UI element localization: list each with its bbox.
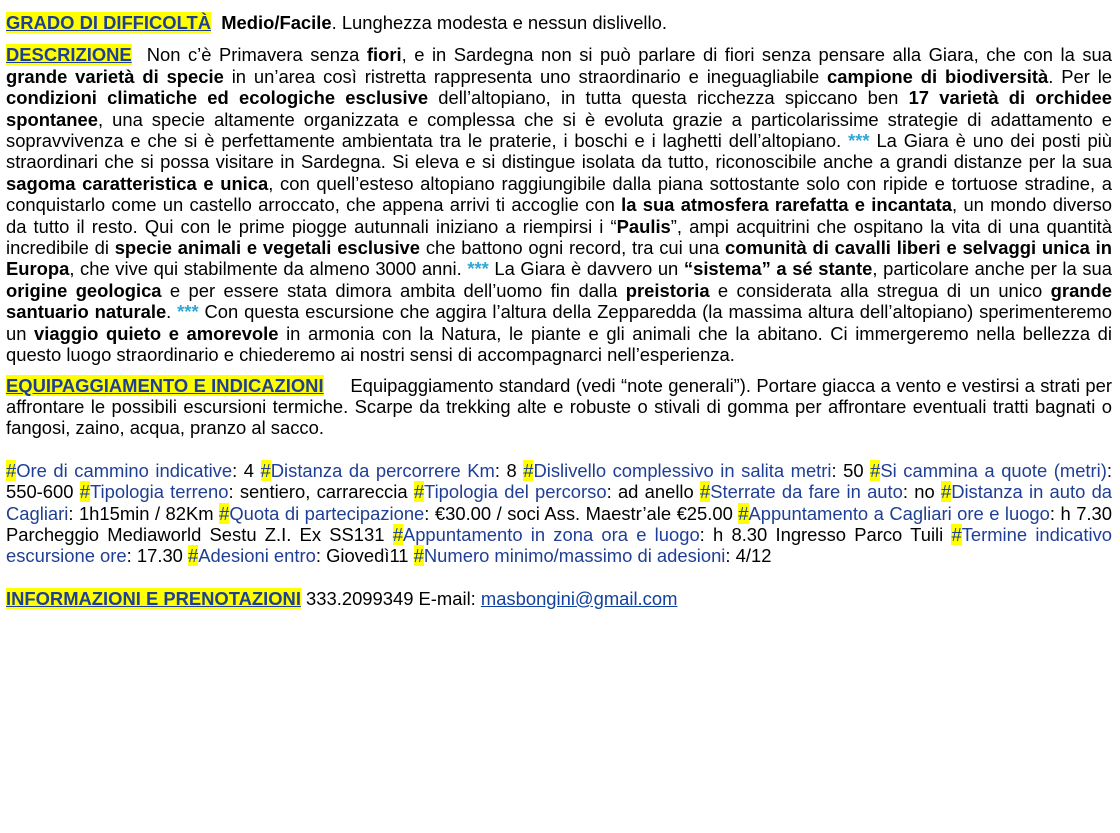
desc-bold: Paulis xyxy=(616,215,671,237)
info-item: #Si cammina a quote (metri): 550-600 xyxy=(6,459,1112,503)
contatti-paragraph xyxy=(6,588,1112,609)
info-label: Sterrate da fare in auto xyxy=(710,481,903,503)
desc-text: La Giara è davvero un xyxy=(488,258,684,280)
info-label: Distanza da percorrere Km xyxy=(270,459,495,481)
grado-label: GRADO DI DIFFICOLTÀ xyxy=(6,12,211,33)
hash-marker: # xyxy=(940,481,952,503)
desc-bold: grande varietà di specie xyxy=(6,65,224,87)
desc-bold: origine geologica xyxy=(6,279,162,301)
info-item: #Distanza da percorrere Km: 8 xyxy=(260,459,524,481)
equipaggiamento-label: EQUIPAGGIAMENTO E INDICAZIONI xyxy=(6,374,324,396)
info-item: #Quota di partecipazione: €30.00 / soci Ass. Maestr’ale €25.00 xyxy=(219,502,739,524)
info-value: h 7.30 Parcheggio Mediaworld Sestu Z.I. Ex SS131 xyxy=(6,502,1112,545)
hash-marker: # xyxy=(392,523,403,545)
hash-marker: # xyxy=(6,459,17,481)
desc-bold: la sua atmosfera rarefatta e incantata xyxy=(621,194,953,216)
desc-bold: grande santuario naturale xyxy=(6,279,1112,323)
desc-text: . Per le xyxy=(1048,65,1113,87)
desc-text: dell’altopiano, in tutta questa ricchezza spiccano ben xyxy=(428,87,909,109)
contatti-label: INFORMAZIONI E PRENOTAZIONI xyxy=(6,587,301,609)
hash-marker: # xyxy=(413,545,424,567)
info-label: Ore di cammino indicative xyxy=(16,459,233,481)
desc-text: che battono ogni record, tra cui una xyxy=(420,237,726,259)
info-item: #Sterrate da fare in auto: no xyxy=(699,481,941,503)
info-item: #Appuntamento in zona ora e luogo: h 8.30 Ingresso Parco Tuili xyxy=(392,523,952,545)
info-label: Adesioni entro xyxy=(198,545,316,567)
hash-marker: # xyxy=(79,481,90,503)
info-value: 8 xyxy=(499,459,524,481)
grado-value: Medio/Facile xyxy=(221,12,332,33)
email-link[interactable]: masbongini@gmail.com xyxy=(480,587,678,609)
info-item: #Numero minimo/massimo di adesioni: 4/12 xyxy=(413,545,772,567)
hash-marker: # xyxy=(219,502,230,524)
info-item: #Adesioni entro: Giovedì11 xyxy=(188,545,414,567)
hash-marker: # xyxy=(413,481,425,503)
info-item: #Dislivello complessivo in salita metri: 50 xyxy=(523,459,871,481)
section-separator: *** xyxy=(177,301,199,323)
desc-bold: “sistema” a sé stante xyxy=(683,258,873,280)
info-label: Termine indicativo escursione ore xyxy=(6,523,1112,567)
desc-text: in armonia con la Natura, le piante e gli animali che la abitano. Ci immergeremo nella bellezza di questo luogo straordinario e chiederemo ai nostri sensi di accompagnarci nell’esperienza. xyxy=(6,322,1112,366)
equipaggiamento-text: Equipaggiamento standard (vedi “note generali”). Portare giacca a vento e vestirsi a strati per affrontare le possibili escursioni termiche. Scarpe da trekking alte e robuste o stivali di gomma per affrontare eventuali tratti bagnati o fangosi, zaino, acqua, pranzo al sacco. xyxy=(6,374,1112,439)
desc-text: in un’area così ristretta rappresenta uno straordinario e ineguagliabile xyxy=(223,65,828,87)
hash-marker: # xyxy=(951,523,962,545)
info-item: #Distanza in auto da Cagliari: 1h15min / 82Km xyxy=(6,481,1113,524)
info-value: no xyxy=(908,481,941,503)
desc-bold: campione di biodiversità xyxy=(827,65,1049,87)
info-label: Quota di partecipazione xyxy=(229,502,425,524)
hash-marker: # xyxy=(870,459,881,481)
desc-text: , una specie altamente organizzata e complessa che si è evoluta grazie a particolarissime strategie di adattamento e sopravvivenza e che si è perfettamente ambientata tra le praterie, i boschi e i laghetti dell’altopiano. xyxy=(6,108,1112,152)
info-label: Appuntamento a Cagliari ore e luogo xyxy=(748,502,1050,524)
desc-text: e per essere stata dimora ambita dell’uomo fin dalla xyxy=(161,279,626,301)
section-separator: *** xyxy=(848,130,870,152)
info-value: h 8.30 Ingresso Parco Tuili xyxy=(704,523,952,545)
info-value: Giovedì11 xyxy=(320,545,414,567)
desc-text: , e in Sardegna non si può parlare di fiori senza pensare alla Giara, che con la sua xyxy=(401,44,1112,66)
desc-text: Con questa escursione che aggira l’altura della Zepparedda (la massima altura dell’altopiano) sperimenteremo un xyxy=(6,301,1112,344)
info-value: €30.00 / soci Ass. Maestr’ale €25.00 xyxy=(429,502,739,524)
desc-text: , particolare anche per la sua xyxy=(872,258,1112,280)
grado-text: . Lunghezza modesta e nessun dislivello. xyxy=(331,12,667,33)
info-label: Distanza in auto da Cagliari xyxy=(6,481,1113,524)
info-item: #Ore di cammino indicative: 4 xyxy=(6,459,261,481)
info-label: Tipologia del percorso xyxy=(424,481,607,503)
desc-text: , un mondo diverso da tutto il resto. Qui con le prime piogge autunnali iniziano a riempirsi i “ xyxy=(6,194,1112,237)
info-value: 17.30 xyxy=(131,545,189,567)
equipaggiamento-paragraph xyxy=(6,375,1112,439)
desc-bold: condizioni climatiche ed ecologiche esclusive xyxy=(6,87,429,109)
info-value: 4/12 xyxy=(730,545,772,567)
desc-text: La Giara è uno dei posti più straordinari che si possa visitare in Sardegna. Si eleva e si distingue isolata da tutto, riconoscibile anche a grandi distanze per la sua xyxy=(6,130,1112,173)
desc-bold: preistoria xyxy=(625,279,710,301)
info-paragraph xyxy=(6,460,1112,567)
info-label: Numero minimo/massimo di adesioni xyxy=(423,545,726,567)
hash-marker: # xyxy=(188,545,199,567)
hash-marker: # xyxy=(699,481,711,503)
desc-text: ”, ampi acquitrini che ospitano la vita di una quantità incredibile di xyxy=(6,215,1112,259)
hash-marker: # xyxy=(260,459,271,481)
info-value: 4 xyxy=(237,459,261,481)
info-item: #Tipologia del percorso: ad anello xyxy=(413,481,700,503)
info-item: #Appuntamento a Cagliari ore e luogo: h 7.30 Parcheggio Mediaworld Sestu Z.I. Ex SS131 xyxy=(6,502,1112,545)
info-value: sentiero, carrareccia xyxy=(233,481,414,503)
descrizione-paragraph xyxy=(6,44,1112,365)
desc-text: , che vive qui stabilmente da almeno 3000 anni. xyxy=(69,258,468,280)
info-value: 550-600 xyxy=(6,481,80,503)
desc-text: . xyxy=(166,301,178,323)
desc-bold: specie animali e vegetali esclusive xyxy=(114,237,421,259)
info-label: Si cammina a quote (metri) xyxy=(880,459,1107,481)
desc-bold: viaggio quieto e amorevole xyxy=(34,322,279,344)
desc-bold: fiori xyxy=(366,44,402,66)
hash-marker: # xyxy=(738,502,749,524)
contatti-phone: 333.2099349 E-mail: xyxy=(300,587,481,609)
hash-marker: # xyxy=(523,459,534,481)
info-item: #Tipologia terreno: sentiero, carrareccia xyxy=(79,481,414,503)
section-separator: *** xyxy=(467,258,489,280)
info-item: #Termine indicativo escursione ore: 17.30 xyxy=(6,523,1112,567)
desc-bold: comunità di cavalli liberi e selvaggi unica in Europa xyxy=(6,237,1113,280)
info-value: ad anello xyxy=(611,481,700,503)
info-label: Tipologia terreno xyxy=(89,481,229,503)
info-label: Dislivello complessivo in salita metri xyxy=(533,459,832,481)
desc-text: Non c’è Primavera senza xyxy=(146,44,367,66)
info-value: 1h15min / 82Km xyxy=(73,502,220,524)
desc-bold: 17 varietà di orchidee spontanee xyxy=(6,87,1112,130)
info-label: Appuntamento in zona ora e luogo xyxy=(402,523,700,545)
desc-bold: sagoma caratteristica e unica xyxy=(6,172,269,194)
descrizione-label: DESCRIZIONE xyxy=(6,44,132,66)
info-value: 50 xyxy=(836,459,871,481)
desc-text: e considerata alla stregua di un unico xyxy=(709,279,1051,301)
desc-text: , con quell’esteso altopiano raggiungibile dalla piana sottostante solo con ripide e tortuose stradine, a conquistarlo come un castello arroccato, che appena arrivi ti accoglie con xyxy=(6,172,1112,216)
grado-paragraph xyxy=(6,12,1112,33)
